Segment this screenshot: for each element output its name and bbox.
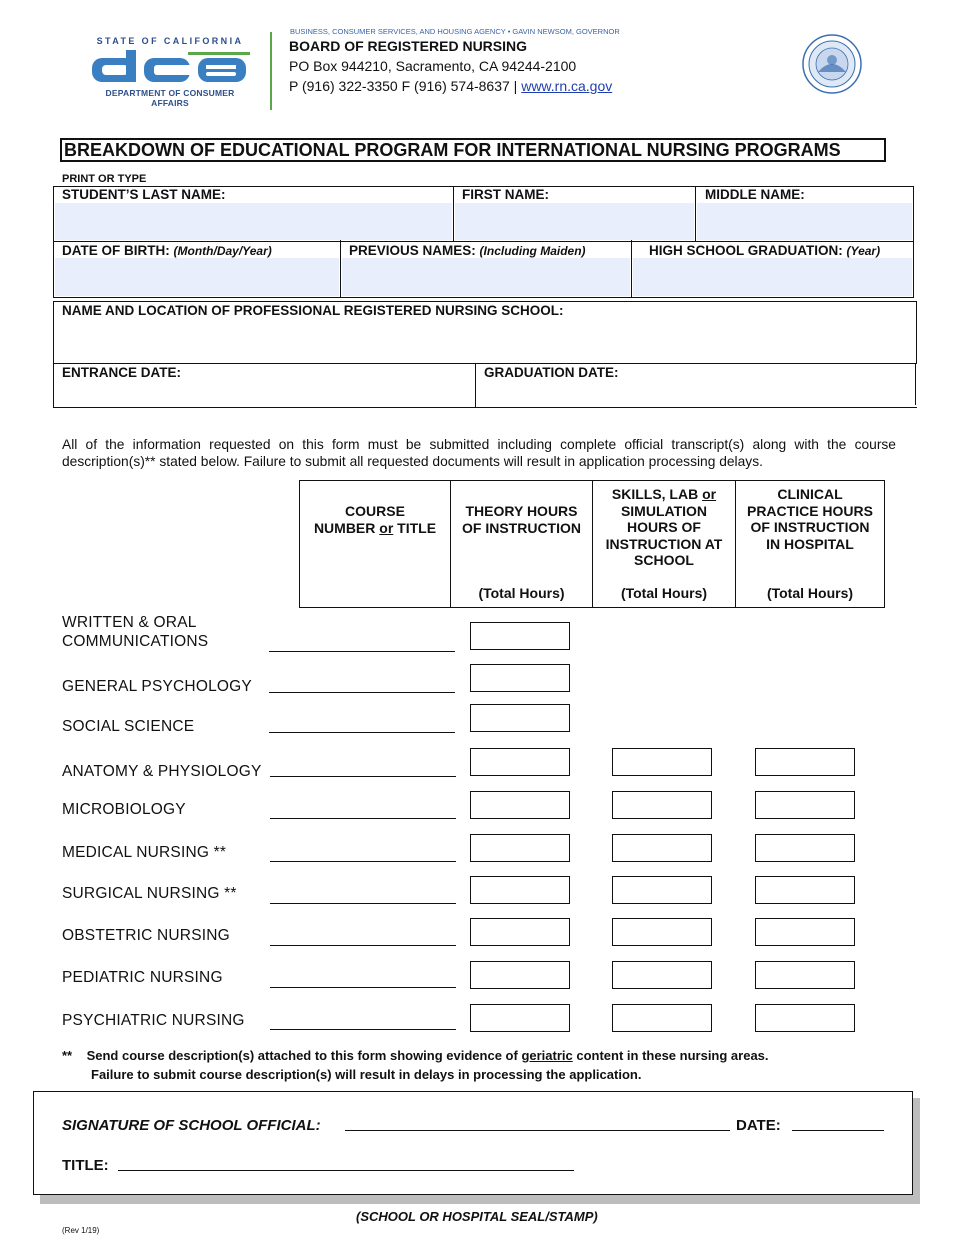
name-divider-2 bbox=[695, 186, 696, 242]
title-label: TITLE: bbox=[62, 1157, 109, 1174]
clinical-hours-pediatric-nursing[interactable] bbox=[755, 961, 855, 989]
theory-hours-psychiatric-nursing[interactable] bbox=[470, 1004, 570, 1032]
course-column-header bbox=[300, 481, 450, 607]
theory-hours-general-psychology[interactable] bbox=[470, 664, 570, 692]
dates-right-edge bbox=[915, 363, 916, 405]
signature-input[interactable] bbox=[345, 1130, 730, 1131]
skills-header-line3: HOURS OF bbox=[627, 519, 701, 535]
first-name-input[interactable] bbox=[455, 203, 694, 240]
course-input-microbiology[interactable] bbox=[270, 818, 456, 819]
school-label: NAME AND LOCATION OF PROFESSIONAL REGISTERED NURSING SCHOOL: bbox=[62, 303, 564, 318]
course-input-written-oral[interactable] bbox=[269, 651, 455, 652]
theory-column-header bbox=[450, 481, 592, 607]
course-input-general-psychology[interactable] bbox=[269, 692, 455, 693]
footnote bbox=[62, 1046, 769, 1084]
course-header-line2: NUMBER or TITLE bbox=[313, 519, 437, 536]
hs-graduation-label-text: HIGH SCHOOL GRADUATION: bbox=[649, 243, 843, 258]
name-divider-1 bbox=[453, 186, 454, 242]
signature-box bbox=[33, 1091, 913, 1195]
clinical-total-hours: (Total Hours) bbox=[766, 584, 854, 601]
hs-graduation-label bbox=[649, 243, 880, 258]
row-label-obstetric-nursing: OBSTETRIC NURSING bbox=[62, 927, 230, 944]
theory-hours-written-oral[interactable] bbox=[470, 622, 570, 650]
header-divider bbox=[270, 32, 272, 110]
row-label-pediatric-nursing: PEDIATRIC NURSING bbox=[62, 969, 223, 986]
row-label-microbiology: MICROBIOLOGY bbox=[62, 801, 186, 818]
skills-hours-pediatric-nursing[interactable] bbox=[612, 961, 712, 989]
dob-input[interactable] bbox=[55, 258, 339, 296]
course-input-psychiatric-nursing[interactable] bbox=[270, 1029, 456, 1030]
first-name-label: FIRST NAME: bbox=[462, 187, 549, 202]
theory-header-line2: OF INSTRUCTION bbox=[462, 519, 581, 536]
board-name: BOARD OF REGISTERED NURSING bbox=[289, 38, 528, 54]
previous-names-label-text: PREVIOUS NAMES: bbox=[349, 243, 476, 258]
row-label-anatomy-physiology: ANATOMY & PHYSIOLOGY bbox=[62, 763, 262, 780]
print-or-type-note: PRINT OR TYPE bbox=[62, 173, 147, 185]
entrance-date-label: ENTRANCE DATE: bbox=[62, 365, 181, 380]
skills-hours-medical-nursing[interactable] bbox=[612, 834, 712, 862]
previous-names-label bbox=[349, 243, 586, 258]
theory-hours-obstetric-nursing[interactable] bbox=[470, 918, 570, 946]
footnote-line1: ** Send course description(s) attached to this form showing evidence of geriatric content in these nursing areas. bbox=[62, 1048, 769, 1063]
middle-name-label: MIDDLE NAME: bbox=[705, 187, 805, 202]
row-label-psychiatric-nursing: PSYCHIATRIC NURSING bbox=[62, 1012, 245, 1029]
board-address: PO Box 944210, Sacramento, CA 94244-2100 bbox=[289, 58, 577, 74]
theory-hours-surgical-nursing[interactable] bbox=[470, 876, 570, 904]
clinical-hours-obstetric-nursing[interactable] bbox=[755, 918, 855, 946]
logo-department-text: DEPARTMENT OF CONSUMER AFFAIRS bbox=[105, 88, 235, 108]
theory-total-hours: (Total Hours) bbox=[478, 584, 565, 601]
entrance-date-input[interactable] bbox=[55, 383, 473, 406]
course-header-line1: COURSE bbox=[345, 503, 405, 519]
hours-table-header bbox=[299, 480, 885, 608]
skills-column-header bbox=[592, 481, 735, 607]
course-input-medical-nursing[interactable] bbox=[270, 861, 456, 862]
logo-state-text: STATE OF CALIFORNIA bbox=[96, 36, 244, 46]
row-label-medical-nursing: MEDICAL NURSING ** bbox=[62, 844, 227, 861]
dob-hint: (Month/Day/Year) bbox=[173, 244, 272, 258]
skills-header-line2: SIMULATION bbox=[620, 502, 708, 519]
clinical-column-header bbox=[735, 481, 884, 607]
hs-graduation-hint: (Year) bbox=[846, 244, 881, 258]
clinical-hours-surgical-nursing[interactable] bbox=[755, 876, 855, 904]
clinical-hours-anatomy-physiology[interactable] bbox=[755, 748, 855, 776]
clinical-header-line1: CLINICAL bbox=[777, 486, 843, 502]
clinical-header-line2: PRACTICE HOURS bbox=[746, 502, 873, 519]
clinical-hours-psychiatric-nursing[interactable] bbox=[755, 1004, 855, 1032]
course-input-surgical-nursing[interactable] bbox=[270, 903, 456, 904]
footnote-marker: ** bbox=[62, 1048, 73, 1063]
skills-hours-obstetric-nursing[interactable] bbox=[612, 918, 712, 946]
skills-hours-anatomy-physiology[interactable] bbox=[612, 748, 712, 776]
clinical-header-line3: OF INSTRUCTION bbox=[750, 519, 870, 535]
last-name-input[interactable] bbox=[55, 203, 452, 240]
form-title: BREAKDOWN OF EDUCATIONAL PROGRAM FOR INTERNATIONAL NURSING PROGRAMS bbox=[60, 138, 886, 162]
dca-logo bbox=[90, 50, 250, 84]
signature-label: SIGNATURE OF SCHOOL OFFICIAL: bbox=[62, 1117, 321, 1134]
clinical-hours-medical-nursing[interactable] bbox=[755, 834, 855, 862]
clinical-header-line4: IN HOSPITAL bbox=[766, 535, 854, 552]
skills-hours-surgical-nursing[interactable] bbox=[612, 876, 712, 904]
agency-line: BUSINESS, CONSUMER SERVICES, AND HOUSING AGENCY • GAVIN NEWSOM, GOVERNOR bbox=[290, 27, 620, 36]
course-input-pediatric-nursing[interactable] bbox=[270, 987, 456, 988]
theory-hours-medical-nursing[interactable] bbox=[470, 834, 570, 862]
theory-hours-anatomy-physiology[interactable] bbox=[470, 748, 570, 776]
dob-divider-1 bbox=[340, 240, 341, 298]
graduation-date-label: GRADUATION DATE: bbox=[484, 365, 619, 380]
title-input[interactable] bbox=[118, 1170, 574, 1171]
hs-graduation-input[interactable] bbox=[633, 258, 912, 296]
skills-header-line1: SKILLS, LAB or bbox=[611, 486, 717, 502]
last-name-label: STUDENT’S LAST NAME: bbox=[62, 187, 226, 202]
graduation-date-input[interactable] bbox=[477, 383, 913, 406]
instructions-paragraph: All of the information requested on this form must be submitted including complete official transcript(s) along with the course description(s)** stated below. Failure to submit all requested documents will result in application processing delays. bbox=[62, 437, 896, 469]
skills-header-line5: SCHOOL bbox=[634, 552, 694, 568]
theory-hours-social-science[interactable] bbox=[470, 704, 570, 732]
theory-header-line1: THEORY HOURS bbox=[465, 503, 578, 519]
dob-label bbox=[62, 243, 272, 258]
revision-note: (Rev 1/19) bbox=[62, 1226, 100, 1235]
course-input-anatomy-physiology[interactable] bbox=[270, 776, 456, 777]
signature-date-input[interactable] bbox=[792, 1130, 884, 1131]
course-input-obstetric-nursing[interactable] bbox=[270, 945, 456, 946]
row-label-social-science: SOCIAL SCIENCE bbox=[62, 718, 195, 735]
dob-divider-2 bbox=[631, 240, 632, 298]
skills-total-hours: (Total Hours) bbox=[620, 584, 708, 601]
california-seal-icon bbox=[802, 34, 862, 94]
footnote-line2: Failure to submit course description(s) will result in delays in processing the application. bbox=[91, 1067, 642, 1082]
phone-fax-text: P (916) 322-3350 F (916) 574-8637 | bbox=[289, 78, 518, 94]
row-label-written-oral: WRITTEN & ORAL COMMUNICATIONS bbox=[62, 614, 209, 650]
previous-names-hint: (Including Maiden) bbox=[479, 244, 586, 258]
clinical-hours-microbiology[interactable] bbox=[755, 791, 855, 819]
website-link[interactable]: www.rn.ca.gov bbox=[521, 78, 613, 94]
seal-stamp-note: (SCHOOL OR HOSPITAL SEAL/STAMP) bbox=[356, 1209, 598, 1224]
course-input-social-science[interactable] bbox=[269, 732, 455, 733]
skills-header-line4: INSTRUCTION AT bbox=[605, 535, 723, 552]
date-label: DATE: bbox=[736, 1117, 781, 1134]
row-label-surgical-nursing: SURGICAL NURSING ** bbox=[62, 885, 237, 902]
previous-names-input[interactable] bbox=[342, 258, 630, 296]
board-phone-fax bbox=[289, 78, 612, 94]
dates-divider bbox=[475, 363, 476, 408]
theory-hours-microbiology[interactable] bbox=[470, 791, 570, 819]
skills-hours-psychiatric-nursing[interactable] bbox=[612, 1004, 712, 1032]
row-label-general-psychology: GENERAL PSYCHOLOGY bbox=[62, 678, 252, 695]
theory-hours-pediatric-nursing[interactable] bbox=[470, 961, 570, 989]
dob-label-text: DATE OF BIRTH: bbox=[62, 243, 170, 258]
middle-name-input[interactable] bbox=[697, 203, 912, 240]
skills-hours-microbiology[interactable] bbox=[612, 791, 712, 819]
